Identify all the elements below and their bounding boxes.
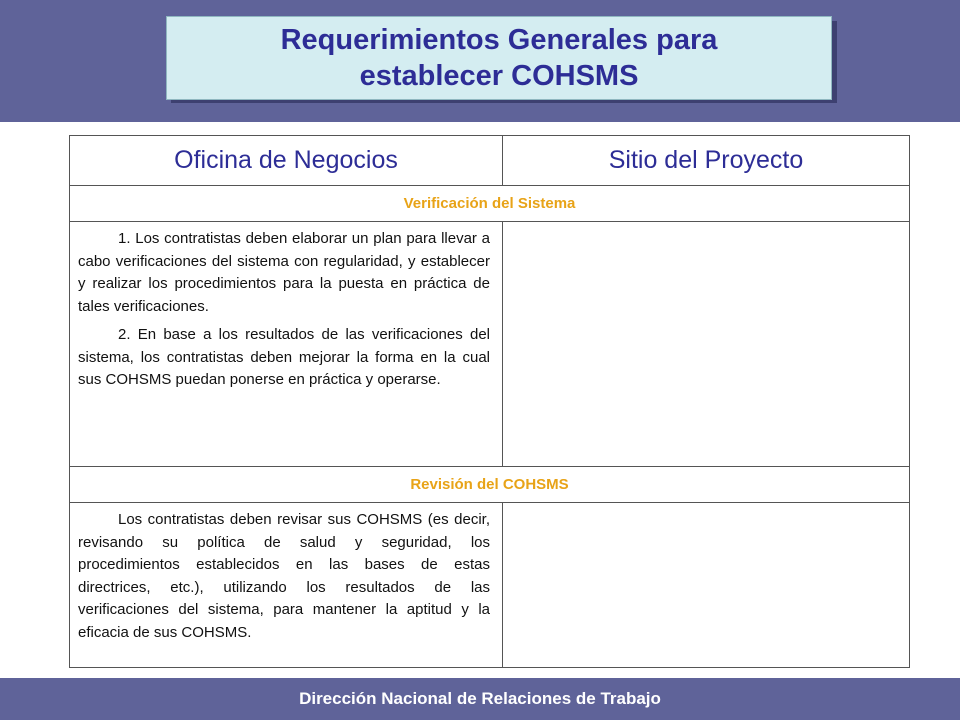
column-header-oficina: Oficina de Negocios [70,136,503,186]
verificacion-paragraph-2: 2. En base a los resultados de las verificaciones del sistema, los contratistas deben mejorar la forma en la cual sus COHSMS puedan ponerse en práctica y operarse. [78,326,490,388]
table-row [70,222,910,467]
requirements-table [69,135,910,668]
section-row-revision [70,467,910,503]
title-line-1: Requerimientos Generales para [280,24,718,56]
section-heading-verificacion: Verificación del Sistema [70,186,910,222]
column-header-sitio: Sitio del Proyecto [503,136,910,186]
section-heading-revision: Revisión del COHSMS [70,467,910,503]
footer-band [0,678,960,720]
revision-sitio-cell [503,503,910,668]
revision-paragraph-1: Los contratistas deben revisar sus COHSMS (es decir, revisando su política de salud y seguridad, los procedimientos establecidos en las bases de estas directrices, etc.), utilizando los resultados de las verificaciones del sistema, para mantener la aptitud y la eficacia de sus COHSMS. [78,511,490,641]
verificacion-sitio-cell [503,222,910,467]
verificacion-paragraph-1: 1. Los contratistas deben elaborar un plan para llevar a cabo verificaciones del sistema con regularidad, y establecer y realizar los procedimientos para la puesta en práctica de tales verificaciones. [78,230,490,315]
footer-text: Dirección Nacional de Relaciones de Trabajo [299,689,661,708]
table-header-row [70,136,910,186]
table-row [70,503,910,668]
title-line-2: establecer COHSMS [359,60,639,92]
page-title [239,22,759,94]
revision-oficina-cell [70,503,503,668]
title-box [166,16,832,100]
verificacion-oficina-cell [70,222,503,467]
section-row-verificacion [70,186,910,222]
